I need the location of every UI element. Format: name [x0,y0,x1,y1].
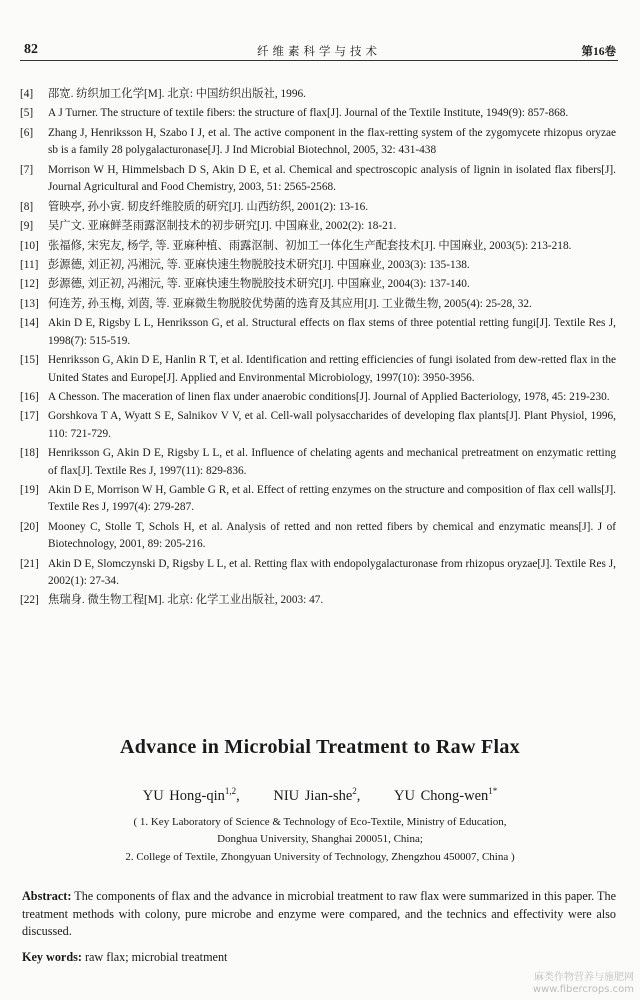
keywords-text: raw flax; microbial treatment [84,950,228,964]
watermark: 麻类作物营养与施肥网 www.fibercrops.com [532,972,634,995]
reference-item: [11] 彭源德, 刘正初, 冯湘沅, 等. 亚麻快速生物脱胶技术研究[J]. 中国麻业, 2003(3): 135-138. [20,258,470,271]
abstract-text: The components of flax and the advance in microbial treatment to raw flax were summarized in this paper. The treatment methods with colony, pure microbe and enzyme were compared, and the technics and effectivity were also discussed. [22,889,617,939]
reference-item: [18] Henriksson G, Akin D E, Rigsby L L, et al. Influence of chelating agents and mechanical pretreatment on enzymatic retting of flax[J]. Textile Res J, 1997(11): 829-836. [20,447,616,477]
author: NIU Jian-she$^2$, [273,786,361,804]
journal-name: 纤维素科学与技术 [257,46,381,58]
article-title: Advance in Microbial Treatment to Raw Flax [120,736,520,758]
reference-item: [22] 焦瑞身. 微生物工程[M]. 北京: 化学工业出版社, 2003: 47. [20,594,324,607]
abstract-label: Abstract: [22,889,72,903]
reference-item: [16] A Chesson. The maceration of linen flax under anaerobic conditions[J]. Journal of Applied Bacteriology, 1978, 45: 219-230. [20,391,610,403]
author: YU Chong-wen$^{1*}$ [394,786,498,804]
affiliation-line: 2. College of Textile, Zhongyuan University of Technology, Zhengzhou 450007, China ) [125,851,515,863]
reference-item: [5] A J Turner. The structure of textile fibers: the structure of flax[J]. Journal of the Textile Institute, 1949(9): 857-868. [20,107,569,120]
author: YU Hong-qin$^{1,2}$, [142,786,240,804]
reference-item: [17] Gorshkova T A, Wyatt S E, Salnikov V V, et al. Cell-wall polysaccharides of developing flax plants[J]. Plant Physiol, 1996, 110: 721-729. [20,410,616,440]
reference-item: [19] Akin D E, Morrison W H, Gamble G R, et al. Effect of retting enzymes on the structure and composition of flax cell walls[J]. Textile Res J, 1997(4): 279-287. [20,484,616,514]
reference-list [20,86,616,612]
volume-number: 第16卷 [581,46,616,58]
reference-item: [20] Mooney C, Stolle T, Schols H, et al. Analysis of retted and non retted fibers by chemical and enzymatic means[J]. J of Biotechnology, 2001, 89: 205-216. [20,520,616,551]
keywords [22,950,616,965]
author-line [0,786,640,805]
reference-item: [7] Morrison W H, Himmelsbach D S, Akin D E, et al. Chemical and spectroscopic analysis of lignin in isolated flax fibers[J]. Journal Agricultural and Food Chemistry, 2003, 51: 2565-2568. [20,163,616,194]
keywords-label: Key words: [22,950,82,964]
reference-item: [10] 张福修, 宋宪友, 杨学, 等. 亚麻种植、雨露沤制、初加工一体化生产配套技术[J]. 中国麻业, 2003(5): 213-218. [20,239,572,252]
affiliation-line: Donghua University, Shanghai 200051, China; [217,833,423,845]
reference-item: [9] 吴广文. 亚麻鲜茎雨露沤制技术的初步研究[J]. 中国麻业, 2002(2): 18-21. [20,220,397,233]
reference-item: [14] Akin D E, Rigsby L L, Henriksson G, et al. Structural effects on flax stems of three potential retting fungi[J]. Textile Res J, 1998(7): 515-519. [20,317,616,347]
reference-item: [12] 彭源德, 刘正初, 冯湘沅, 等. 亚麻快速生物脱胶技术研究[J]. 中国麻业, 2004(3): 137-140. [20,278,470,291]
reference-item: [8] 管映亭, 孙小寅. 韧皮纤维胶质的研究[J]. 山西纺织, 2001(2): 13-16. [20,200,369,213]
reference-item: [6] Zhang J, Henriksson H, Szabo I J, et al. The active component in the flax-retting system of the zygomycete rhizopus oryzae sb is a family 28 polygalacturonase[J]. J Ind Microbial Biotechnol, 2005, 32: 431-438 [20,126,616,157]
reference-item: [15] Henriksson G, Akin D E, Hanlin R T, et al. Identification and retting efficiencies of fungi isolated from dew-retted flax in the United States and Europe[J]. Applied and Environmental Microbiology, 1997(10): 3950-3956. [20,354,616,384]
page-number: 82 [24,42,38,57]
reference-item: [13] 何连芳, 孙玉梅, 刘茵, 等. 亚麻微生物脱胶优势菌的选育及其应用[J]. 工业微生物, 2005(4): 25-28, 32. [20,297,532,310]
abstract [22,888,616,941]
reference-item: [21] Akin D E, Slomczynski D, Rigsby L L, et al. Retting flax with endopolygalacturonase from rhizopus oryzae[J]. Textile Res J, 2002(1): 27-34. [20,557,616,587]
reference-item: [4] 邵宽. 纺织加工化学[M]. 北京: 中国纺织出版社, 1996. [20,88,306,100]
running-header [20,40,618,61]
affiliation-line: ( 1. Key Laboratory of Science & Technology of Eco-Textile, Ministry of Education, [133,816,507,828]
